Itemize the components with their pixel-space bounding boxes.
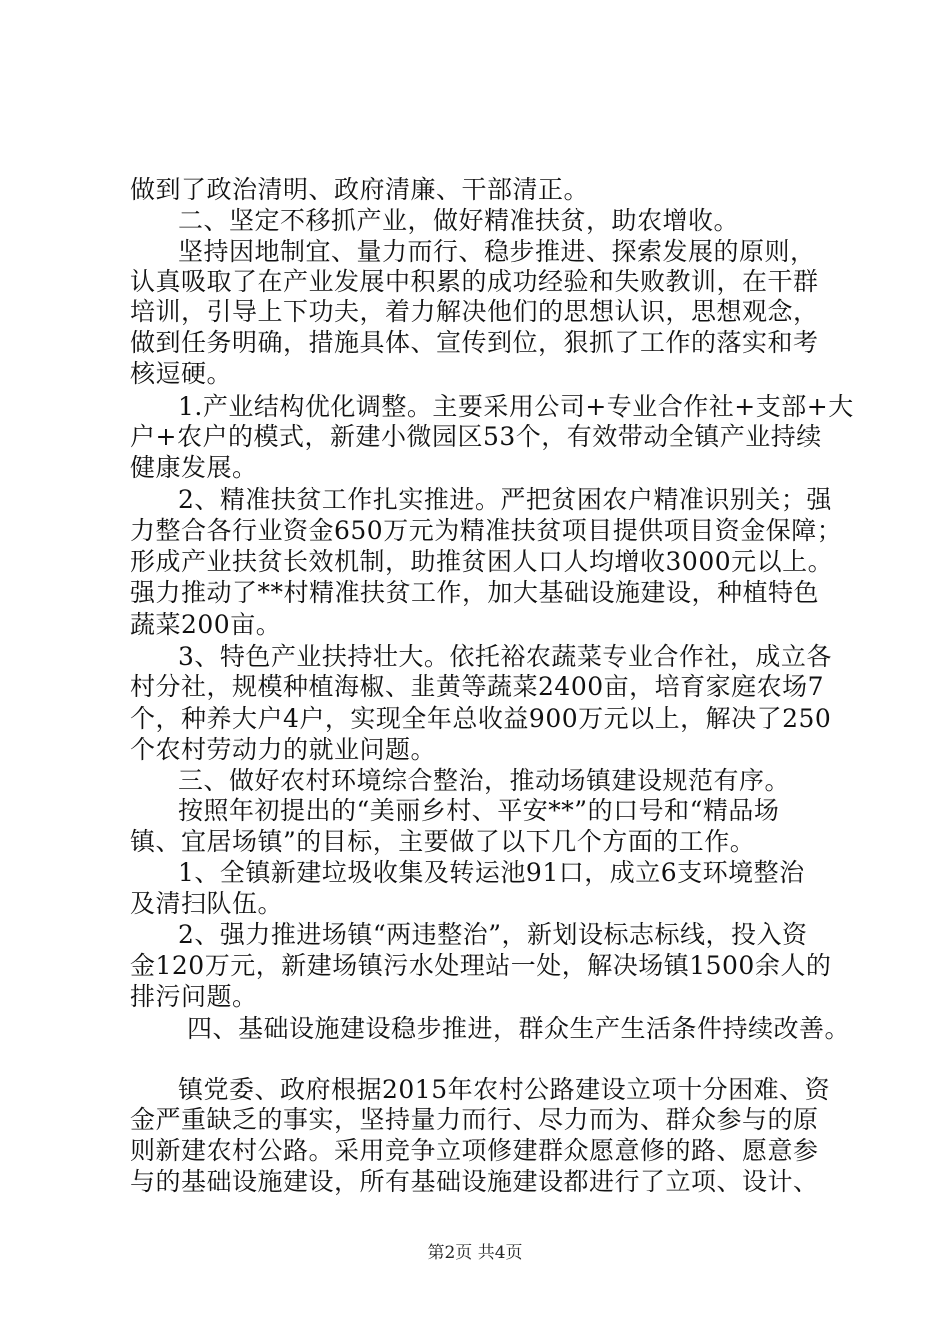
list-item-line: 2、强力推进场镇“两违整治”，新划设标志标线，投入资 bbox=[178, 920, 808, 949]
list-item-line: 形成产业扶贫长效机制，助推贫困人口人均增收3000元以上。 bbox=[130, 547, 834, 576]
list-item-line: 强力推动了**村精准扶贫工作，加大基础设施建设，种植特色 bbox=[130, 578, 820, 607]
list-item-line: 金120万元，新建场镇污水处理站一处，解决场镇1500余人的 bbox=[130, 951, 832, 980]
list-item-line: 户+农户的模式，新建小微园区53个，有效带动全镇产业持续 bbox=[130, 422, 822, 451]
list-item-line: 1.产业结构优化调整。主要采用公司+专业合作社+支部+大 bbox=[178, 392, 854, 421]
paragraph-line: 金严重缺乏的事实，坚持量力而行、尽力而为、群众参与的原 bbox=[130, 1105, 819, 1134]
page-footer: 第2页 共4页 bbox=[427, 1243, 523, 1263]
list-item-line: 1、全镇新建垃圾收集及转运池91口，成立6支环境整治 bbox=[178, 858, 805, 887]
paragraph-line: 培训，引导上下功夫，着力解决他们的思想认识，思想观念， bbox=[130, 297, 819, 326]
list-item-line: 个农村劳动力的就业问题。 bbox=[130, 735, 437, 764]
section-heading: 四、基础设施建设稳步推进，群众生产生活条件持续改善。 bbox=[187, 1014, 851, 1043]
paragraph-line: 核逗硬。 bbox=[130, 359, 233, 388]
list-item-line: 蔬菜200亩。 bbox=[130, 610, 282, 639]
paragraph-line: 做到任务明确，措施具体、宣传到位，狠抓了工作的落实和考 bbox=[130, 328, 819, 357]
paragraph-line: 则新建农村公路。采用竞争立项修建群众愿意修的路、愿意参 bbox=[130, 1136, 819, 1165]
list-item-line: 村分社，规模种植海椒、韭黄等蔬菜2400亩，培育家庭农场7 bbox=[130, 672, 825, 701]
paragraph-line: 镇、宜居场镇”的目标，主要做了以下几个方面的工作。 bbox=[130, 827, 756, 856]
section-heading: 三、做好农村环境综合整治，推动场镇建设规范有序。 bbox=[178, 766, 791, 795]
list-item-line: 3、特色产业扶持壮大。依托裕农蔬菜专业合作社，成立各 bbox=[178, 642, 832, 671]
paragraph-line: 与的基础设施建设，所有基础设施建设都进行了立项、设计、 bbox=[130, 1167, 819, 1196]
list-item-line: 及清扫队伍。 bbox=[130, 889, 284, 918]
paragraph-line: 镇党委、政府根据2015年农村公路建设立项十分困难、资 bbox=[178, 1075, 831, 1104]
section-heading: 二、坚定不移抓产业，做好精准扶贫，助农增收。 bbox=[178, 206, 740, 235]
list-item-line: 力整合各行业资金650万元为精准扶贫项目提供项目资金保障； bbox=[130, 516, 843, 545]
list-item-line: 健康发展。 bbox=[130, 453, 258, 482]
list-item-line: 2、精准扶贫工作扎实推进。严把贫困农户精准识别关；强 bbox=[178, 485, 832, 514]
paragraph-line: 坚持因地制宜、量力而行、稳步推进、探索发展的原则， bbox=[178, 237, 816, 266]
paragraph-line: 按照年初提出的“美丽乡村、平安**”的口号和“精品场 bbox=[178, 796, 780, 825]
list-item-line: 个，种养大户4户，实现全年总收益900万元以上，解决了250 bbox=[130, 704, 832, 733]
paragraph-line: 做到了政治清明、政府清廉、干部清正。 bbox=[130, 175, 590, 204]
list-item-line: 排污问题。 bbox=[130, 982, 258, 1011]
paragraph-line: 认真吸取了在产业发展中积累的成功经验和失败教训，在干群 bbox=[130, 267, 819, 296]
